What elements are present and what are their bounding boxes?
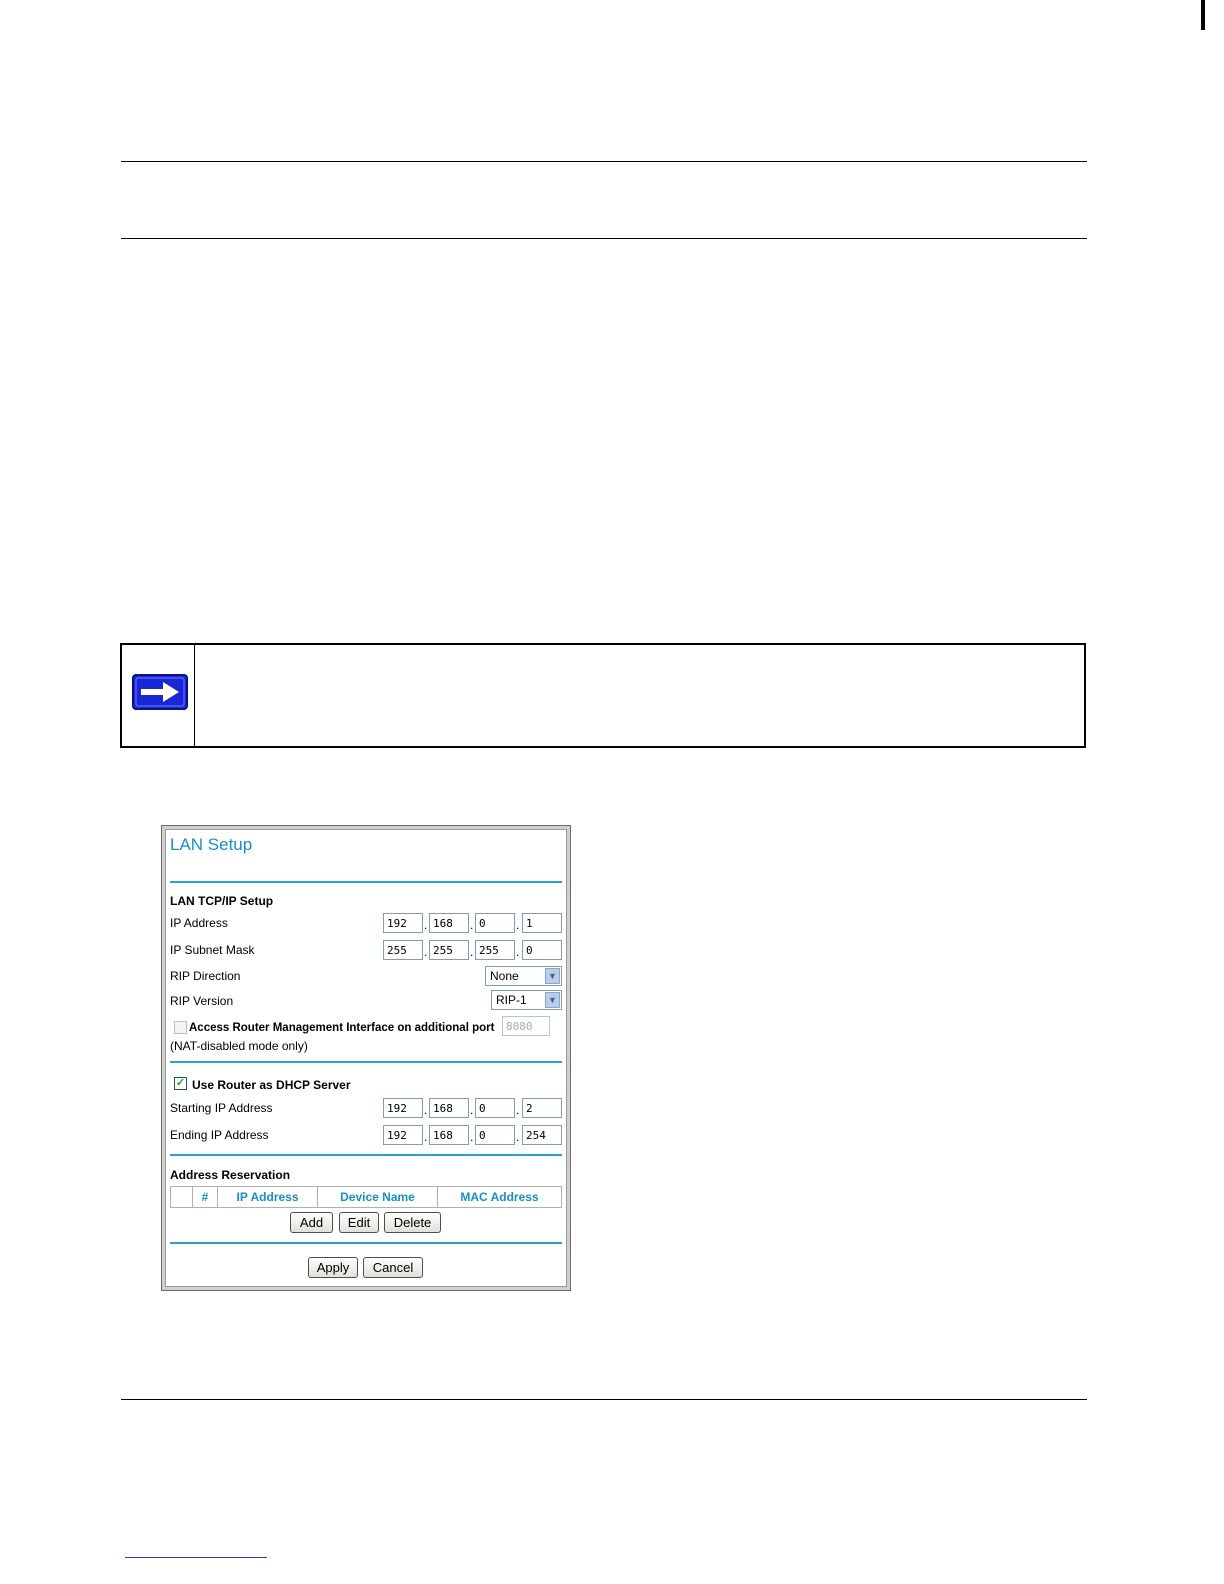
add-button[interactable]: Add: [290, 1212, 333, 1233]
rip-version-value: RIP-1: [496, 993, 527, 1007]
starting-ip-octet-3[interactable]: 0: [475, 1098, 515, 1118]
section-divider: [170, 881, 562, 883]
note-arrow-icon: [132, 674, 188, 710]
ip-address-octet-1[interactable]: 192: [383, 913, 423, 933]
ending-ip-octet-2[interactable]: 168: [429, 1125, 469, 1145]
subnet-octet-1[interactable]: 255: [383, 940, 423, 960]
ip-address-octet-4[interactable]: 1: [522, 913, 562, 933]
subnet-octet-3[interactable]: 255: [475, 940, 515, 960]
subnet-mask-label: IP Subnet Mask: [170, 943, 255, 957]
reservation-table-header: [170, 1186, 562, 1208]
ending-ip-octet-1[interactable]: 192: [383, 1125, 423, 1145]
cancel-button[interactable]: Cancel: [363, 1257, 423, 1278]
edit-button[interactable]: Edit: [339, 1212, 379, 1233]
note-box: [120, 643, 1086, 748]
starting-ip-octet-1[interactable]: 192: [383, 1098, 423, 1118]
ip-address-label: IP Address: [170, 916, 228, 930]
lan-setup-title: LAN Setup: [170, 835, 253, 854]
reservation-col-ip: IP Address: [218, 1187, 318, 1207]
chevron-down-icon[interactable]: ▼: [545, 968, 560, 984]
rip-direction-value: None: [490, 969, 519, 983]
starting-ip-octet-2[interactable]: 168: [429, 1098, 469, 1118]
dhcp-server-label: Use Router as DHCP Server: [192, 1078, 351, 1092]
starting-ip-octet-4[interactable]: 2: [522, 1098, 562, 1118]
access-port-label: Access Router Management Interface on additional port: [189, 1022, 495, 1034]
ip-address-octet-2[interactable]: 168: [429, 913, 469, 933]
access-port-field[interactable]: 8080: [502, 1016, 550, 1036]
ip-address-octet-3[interactable]: 0: [475, 913, 515, 933]
rip-direction-label: RIP Direction: [170, 969, 241, 983]
header-rule-bottom: [121, 238, 1087, 239]
ending-ip-octet-3[interactable]: 0: [475, 1125, 515, 1145]
header-rule-top: [121, 161, 1087, 162]
starting-ip-label: Starting IP Address: [170, 1101, 273, 1115]
access-port-checkbox[interactable]: [174, 1021, 187, 1034]
subnet-octet-4[interactable]: 0: [522, 940, 562, 960]
section-divider: [170, 1061, 562, 1063]
reservation-col-device: Device Name: [318, 1187, 438, 1207]
chevron-down-icon[interactable]: ▼: [545, 992, 560, 1008]
footer-link-underline: [125, 1557, 267, 1558]
apply-button[interactable]: Apply: [308, 1257, 358, 1278]
reservation-section-heading: Address Reservation: [170, 1168, 291, 1182]
note-divider: [194, 645, 195, 746]
section-divider: [170, 1154, 562, 1156]
rip-version-select[interactable]: [491, 990, 562, 1010]
dhcp-server-checkbox[interactable]: ✓: [175, 1077, 186, 1089]
tcpip-section-heading: LAN TCP/IP Setup: [170, 894, 274, 908]
ending-ip-label: Ending IP Address: [170, 1128, 269, 1142]
rip-direction-select[interactable]: [485, 966, 562, 986]
reservation-col-number: #: [193, 1187, 218, 1207]
nat-mode-note: (NAT-disabled mode only): [170, 1039, 308, 1053]
footer-rule: [121, 1399, 1087, 1400]
section-divider: [170, 1242, 562, 1244]
rip-version-label: RIP Version: [170, 994, 234, 1008]
delete-button[interactable]: Delete: [384, 1212, 441, 1233]
page-edge-bar: [1201, 0, 1205, 30]
reservation-col-select: [171, 1187, 193, 1207]
reservation-col-mac: MAC Address: [460, 1190, 539, 1204]
ending-ip-octet-4[interactable]: 254: [522, 1125, 562, 1145]
lan-setup-panel: LAN Setup LAN TCP/IP Setup IP Address 192 . 168 . 0 . 1 IP Subnet Mask 255 . 255 . 255 . 0 RIP Direction None ▼ RIP Version RIP-1 ▼ Access Router Management Interface on additional port 8080 (NAT-disabled mode only) ✓ Use Router as DHCP Server Starting IP Address 192 . 168 . 0 . 2 Ending IP Address 192 . 168 . 0 . 254 Address Reservation # IP Address Device Name MAC Address Add Edit Delete Apply Cancel: [161, 825, 571, 1291]
subnet-octet-2[interactable]: 255: [429, 940, 469, 960]
